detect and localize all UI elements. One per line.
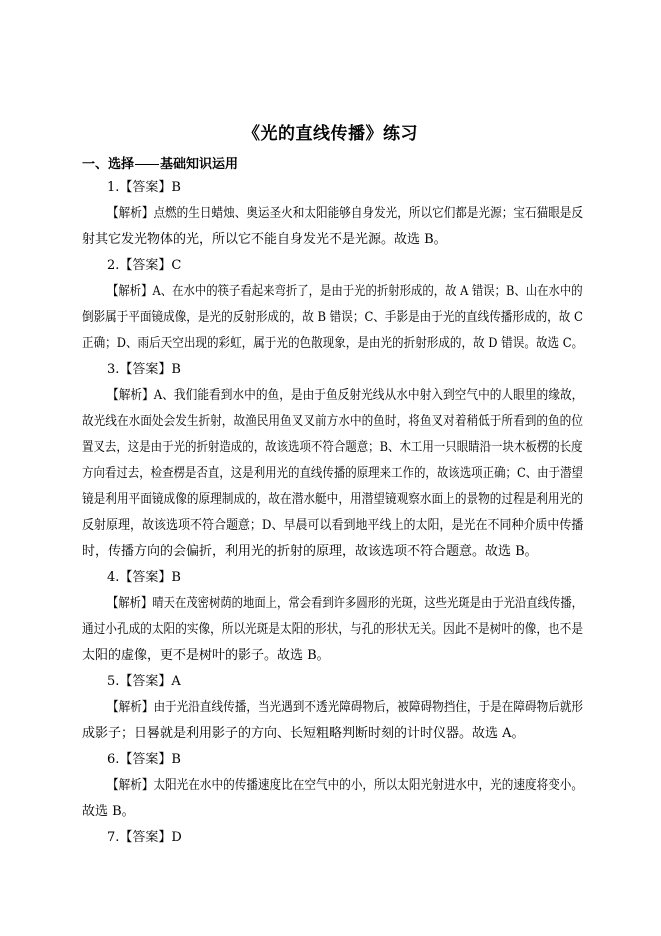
analysis-1-line-1: 【解析】点燃的生日蜡烛、奥运圣火和太阳能够自身发光，所以它们都是光源；宝石猫眼是反 — [107, 206, 584, 221]
analysis-3-line-7: 时，传播方向的会偏折，利用光的折射的原理，故该选项不符合题意。故选 B。 — [82, 544, 538, 559]
answer-1: 1.【答案】B — [107, 180, 181, 195]
analysis-1-line-2: 射其它发光物体的光，所以它不能自身发光不是光源。故选 B。 — [82, 232, 447, 247]
analysis-2-line-1: 【解析】A、在水中的筷子看起来弯折了，是由于光的折射形成的，故 A 错误；B、山在水中的 — [107, 284, 583, 299]
answer-6: 6.【答案】B — [107, 752, 181, 767]
section-prefix: 一、选择 — [82, 157, 135, 172]
section-heading — [82, 153, 238, 172]
answer-7: 7.【答案】D — [107, 830, 182, 845]
answer-5: 5.【答案】A — [107, 674, 181, 689]
answer-4: 4.【答案】B — [107, 570, 181, 585]
analysis-4-line-3: 太阳的虚像，更不是树叶的影子。故选 B。 — [82, 648, 330, 663]
section-rule — [135, 164, 159, 165]
analysis-4-line-1: 【解析】晴天在茂密树荫的地面上，常会看到许多圆形的光斑，这些光斑是由于光沿直线传播， — [107, 596, 584, 611]
analysis-3-line-1: 【解析】A、我们能看到水中的鱼，是由于鱼反射光线从水中射入到空气中的人眼里的缘故， — [107, 388, 584, 403]
analysis-4-line-2: 通过小孔成的太阳的实像，所以光斑是太阳的形状，与孔的形状无关。因此不是树叶的像，也不是 — [82, 622, 583, 637]
answer-2: 2.【答案】C — [107, 258, 182, 273]
analysis-3-line-6: 反射原理，故该选项不符合题意；D、早晨可以看到地平线上的太阳，是光在不同种介质中传播 — [82, 518, 584, 533]
page-title: 《光的直线传播》练习 — [243, 124, 418, 144]
analysis-3-line-4: 方向看过去，检查楞是否直，这是利用光的直线传播的原理来工作的，故该选项正确；C、由于潜望 — [82, 466, 583, 481]
analysis-2-line-3: 正确；D、雨后天空出现的彩虹，属于光的色散现象，是由光的折射形成的，故 D 错误。故选 C。 — [82, 336, 584, 351]
analysis-2-line-2: 倒影属于平面镜成像，是光的反射形成的，故 B 错误；C、手影是由于光的直线传播形成的，故 C — [82, 310, 583, 325]
answer-3: 3.【答案】B — [107, 362, 181, 377]
analysis-6-line-2: 故选 B。 — [82, 804, 135, 819]
section-suffix: 基础知识运用 — [160, 157, 239, 172]
analysis-6-line-1: 【解析】太阳光在水中的传播速度比在空气中的小，所以太阳光射进水中，光的速度将变小。 — [107, 778, 584, 793]
analysis-3-line-2: 故光线在水面处会发生折射，故渔民用鱼叉叉前方水中的鱼时，将鱼叉对着稍低于所看到的鱼的位 — [82, 414, 583, 429]
analysis-5-line-2: 成影子；日晷就是利用影子的方向、长短粗略判断时刻的计时仪器。故选 A。 — [82, 726, 525, 741]
analysis-3-line-5: 镜是利用平面镜成像的原理制成的，故在潜水艇中，用潜望镜观察水面上的景物的过程是利用光的 — [82, 492, 583, 507]
analysis-3-line-3: 置叉去，这是由于光的折射造成的，故该选项不符合题意；B、木工用一只眼睛沿一块木板楞的长度 — [82, 440, 583, 455]
analysis-5-line-1: 【解析】由于光沿直线传播，当光遇到不透光障碍物后，被障碍物挡住，于是在障碍物后就形 — [107, 700, 584, 715]
